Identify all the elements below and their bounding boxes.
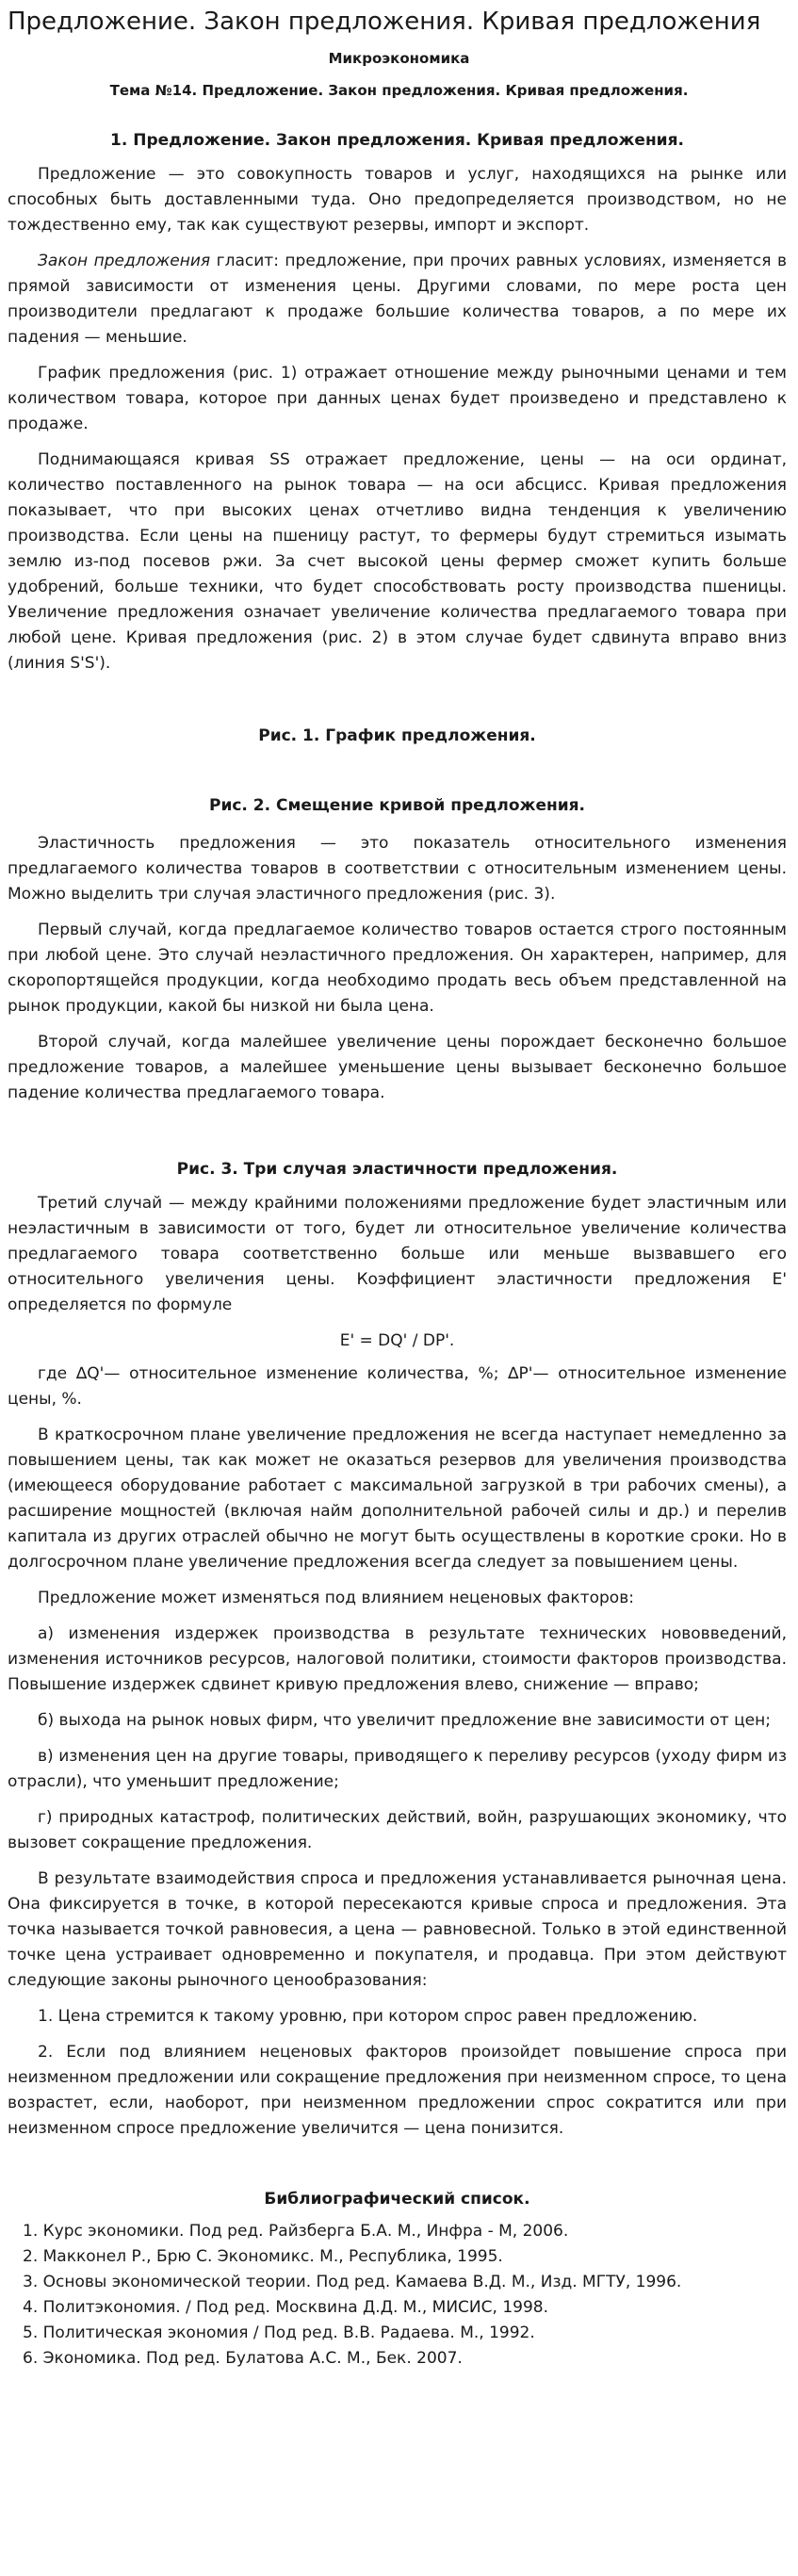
paragraph-law-2: 2. Если под влиянием неценовых факторов произойдет повышение спроса при неизменном предложении или сокращение предложения при неизменном спросе, то цена возрастет, если, наоборот, при неизменном предложении спрос сократится или при неизменном спросе предложение увеличится — цена понизится.	[8, 2043, 787, 2138]
paragraph-case-3: Третий случай — между крайними положениями предложение будет эластичным или неэластичным в зависимости от того, будет ли относительное увеличение количества предлагаемого товара соответственно больше или меньше вызвавшего его относительного увеличения цены. Коэффициент эластичности предложения E' определяется по формуле	[8, 1194, 787, 1314]
paragraph-factor-b: б) выхода на рынок новых фирм, что увеличит предложение вне зависимости от цен;	[38, 1711, 771, 1730]
bibliography-list	[8, 2219, 787, 2372]
bibliography-item: 6. Экономика. Под ред. Булатова А.С. М., Бек. 2007.	[23, 2349, 463, 2368]
paragraph-factor-c: в) изменения цен на другие товары, приводящего к переливу ресурсов (уходу фирм из отрасли), что уменьшит предложение;	[8, 1747, 787, 1791]
article-body	[0, 130, 798, 2372]
paragraph-case-1: Первый случай, когда предлагаемое количество товаров остается строго постоянным при любой цене. Это случай неэластичного предложения. Он характерен, например, для скоропортящейся продукции, когда необходимо продать весь объем представленной на рынок продукции, какой бы низкой ни была цена.	[8, 921, 787, 1016]
paragraph-case-2: Второй случай, когда малейшее увеличение цены порождает бесконечно большое предложение товаров, а малейшее уменьшение цены вызывает бесконечно большое падение количества предлагаемого товара.	[8, 1033, 787, 1102]
supply-law-term: Закон предложения	[38, 252, 211, 270]
paragraph-nonprice-factors: Предложение может изменяться под влиянием неценовых факторов:	[38, 1589, 634, 1607]
supply-law-text: гласит: предложение, при прочих равных условиях, изменяется в прямой зависимости от изменения цены. Другими словами, по мере роста цен производители предлагают к продаже большие количества товаров, а по мере их падения — меньшие.	[8, 252, 787, 347]
figure-caption-2: Рис. 2. Смещение кривой предложения.	[208, 796, 586, 815]
paragraph-supply-law	[8, 249, 787, 351]
paragraph-supply-graph: График предложения (рис. 1) отражает отношение между рыночными ценами и тем количеством товара, которое при данных ценах будет произведено и представлено к продаже.	[8, 364, 787, 433]
paragraph-law-1: 1. Цена стремится к такому уровню, при котором спрос равен предложению.	[38, 2007, 698, 2026]
figure-caption-1: Рис. 1. График предложения.	[258, 726, 536, 745]
paragraph-formula-legend: где ∆Q'— относительное изменение количества, %; ∆P'— относительное изменение цены, %.	[8, 1364, 787, 1409]
page-title: Предложение. Закон предложения. Кривая предложения	[8, 8, 761, 36]
paragraph-equilibrium: В результате взаимодействия спроса и предложения устанавливается рыночная цена. Она фиксируется в точке, в которой пересекаются кривые спроса и предложения. Эта точка называется точкой равновесия, а цена — равновесной. Только в этой единственной точке цена устраивает одновременно и покупателя, и продавца. При этом действуют следующие законы рыночного ценообразования:	[8, 1869, 787, 1990]
paragraph-supply-curve: Поднимающаяся кривая SS отражает предложение, цены — на оси ординат, количество поставленного на рынок товара — на оси абсцисс. Кривая предложения показывает, что при высоких ценах отчетливо видна тенденция к увеличению производства. Если цены на пшеницу растут, то фермеры будут стремиться изымать землю из-под посевов ржи. За счет высокой цены фермер сможет купить больше удобрений, больше техники, что будет способствовать росту производства пшеницы. Увеличение предложения означает увеличение количества предлагаемого товара при любой цене. Кривая предложения (рис. 2) в этом случае будет сдвинута вправо вниз (линия S'S').	[8, 450, 787, 673]
bibliography-title: Библиографический список.	[264, 2190, 530, 2209]
theme-heading: Тема №14. Предложение. Закон предложения. Кривая предложения.	[109, 82, 689, 99]
bibliography-item: 3. Основы экономической теории. Под ред. Камаева В.Д. М., Изд. МГТУ, 1996.	[23, 2273, 682, 2291]
bibliography-item: 1. Курс экономики. Под ред. Райзберга Б.А. М., Инфра - М, 2006.	[23, 2222, 569, 2241]
paragraph-factor-d: г) природных катастроф, политических действий, войн, разрушающих экономику, что вызовет сокращение предложения.	[8, 1808, 787, 1852]
paragraph-short-term: В краткосрочном плане увеличение предложения не всегда наступает немедленно за повышением цены, так как может не оказаться резервов для увеличения производства (имеющееся оборудование работает с максимальной загрузкой в три рабочих смены), а расширение мощностей (включая найм дополнительной рабочей силы и др.) и перелив капитала из других отраслей обычно не могут быть осуществлены в короткие сроки. Но в долгосрочном плане увеличение предложения всегда следует за повышением цены.	[8, 1426, 787, 1572]
paragraph-factor-a: а) изменения издержек производства в результате технических нововведений, изменения источников ресурсов, налоговой политики, стоимости факторов производства. Повышение издержек сдвинет кривую предложения влево, снижение — вправо;	[8, 1624, 787, 1694]
elasticity-formula: E' = DQ' / DP'.	[339, 1331, 455, 1350]
subject-label: Микроэкономика	[328, 50, 470, 67]
bibliography-item: 2. Макконел Р., Брю С. Экономикс. М., Республика, 1995.	[23, 2247, 503, 2266]
paragraph-definition: Предложение — это совокупность товаров и услуг, находящихся на рынке или способных быть доставленными туда. Оно предопределяется производством, но не тождественно ему, так как существуют резервы, импорт и экспорт.	[8, 165, 787, 235]
section-heading: 1. Предложение. Закон предложения. Кривая предложения.	[110, 131, 684, 150]
figure-caption-3: Рис. 3. Три случая эластичности предложения.	[176, 1160, 618, 1179]
bibliography-item: 4. Политэкономия. / Под ред. Москвина Д.Д. М., МИСИС, 1998.	[23, 2298, 548, 2317]
paragraph-elasticity: Эластичность предложения — это показатель относительного изменения предлагаемого количества товаров в соответствии с относительным изменением цены. Можно выделить три случая эластичного предложения (рис. 3).	[8, 834, 787, 904]
bibliography-item: 5. Политическая экономия / Под ред. В.В. Радаева. М., 1992.	[23, 2323, 535, 2342]
